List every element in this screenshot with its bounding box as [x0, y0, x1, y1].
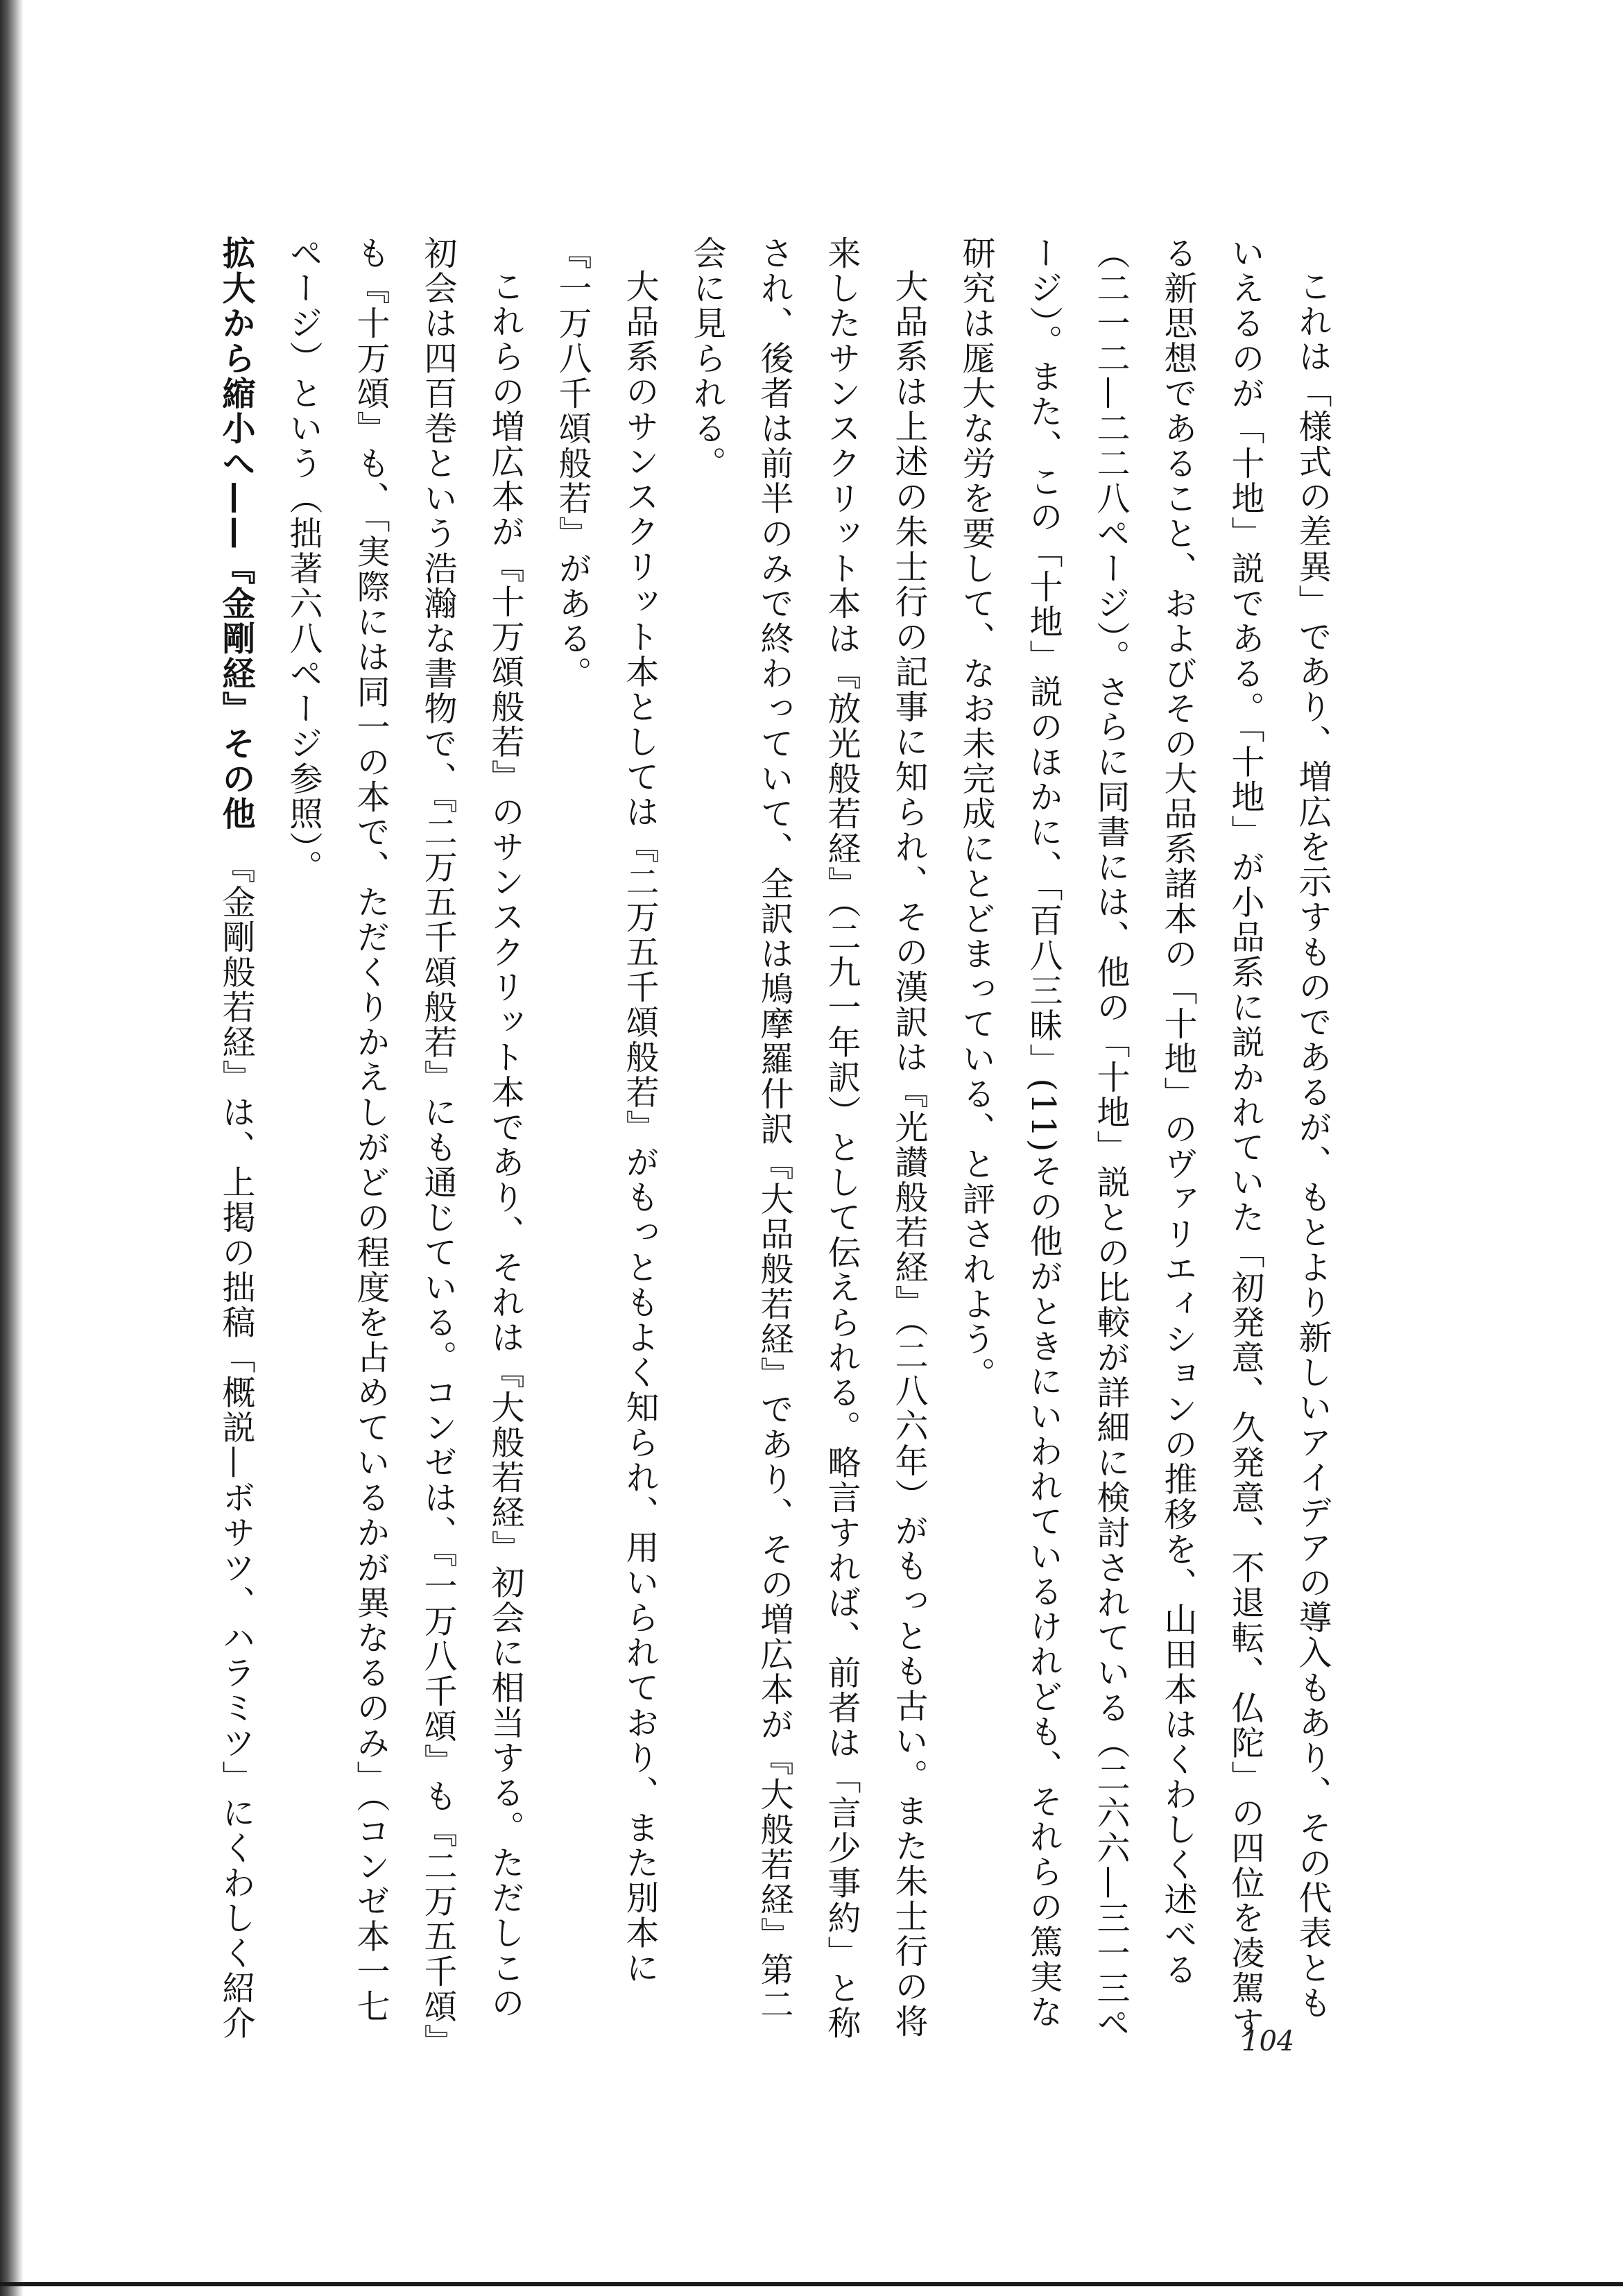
bottom-rule: [0, 2282, 1623, 2286]
section-heading-line: [202, 236, 269, 2046]
paragraph-1: これは「様式の差異」であり、増広を示すものであるが、もとより新しいアイデアの導入もあり、その代表ともいえるのが「十地」説である。「十地」が小品系に説かれていた「初発意、久発意、不退転、仏陀」の四位を凌駕する新思想であること、およびその大品系諸本の「十地」のヴァリエィションの推移を、山田本はくわしく述べる（二一二—二二八ページ）。さらに同書には、他の「十地」説との比較が詳細に検討されている（二六六—三一三ページ）。また、この「十地」説のほかに、「百八三昧」(11)その他がときにいわれているけれども、それらの篤実な研究は厖大な労を要して、なお未完成にとどまっている、と評されよう。: [956, 236, 1332, 2041]
page-number: 104: [1242, 2025, 1295, 2057]
paragraph-3: 大品系のサンスクリット本としては『二万五千頌般若』がもっともよく知られ、用いられており、また別本に『一万八千頌般若』がある。: [553, 236, 659, 1986]
heading-spacer: [216, 832, 255, 867]
paragraph-4: これらの増広本が『十万頌般若』のサンスクリット本であり、それは『大般若経』初会に相当する。ただしこの初会は四百巻という浩瀚な書物で、『二万五千頌般若』にも通じている。コンゼは、『一万八千頌』も『二万五千頌』も『十万頌』も、「実際には同一の本で、ただくりかえしがどの程度を占めているかが異なるのみ」（コンゼ本一七ページ）という（拙著六八ページ参照）。: [284, 236, 524, 2043]
section-body-text: 『金剛般若経』は、上掲の拙稿「概説—ボサツ、ハラミツ」にくわしく紹介: [216, 866, 255, 2041]
vertical-text-block: [187, 236, 1346, 2046]
section-heading: 拡大から縮小へ——『金剛経』その他: [216, 236, 255, 832]
paragraph-2: 大品系は上述の朱士行の記事に知られ、その漢訳は『光讃般若経』（二八六年）がもっとも古い。また朱士行の将来したサンスクリット本は『放光般若経』（二九一年訳）として伝えられる。略言すれば、前者は「言少事約」と称され、後者は前半のみで終わっていて、全訳は鳩摩羅什訳『大品般若経』であり、その増広本が『大般若経』第二会に見られる。: [687, 236, 928, 2041]
binding-shadow: [0, 0, 24, 2296]
